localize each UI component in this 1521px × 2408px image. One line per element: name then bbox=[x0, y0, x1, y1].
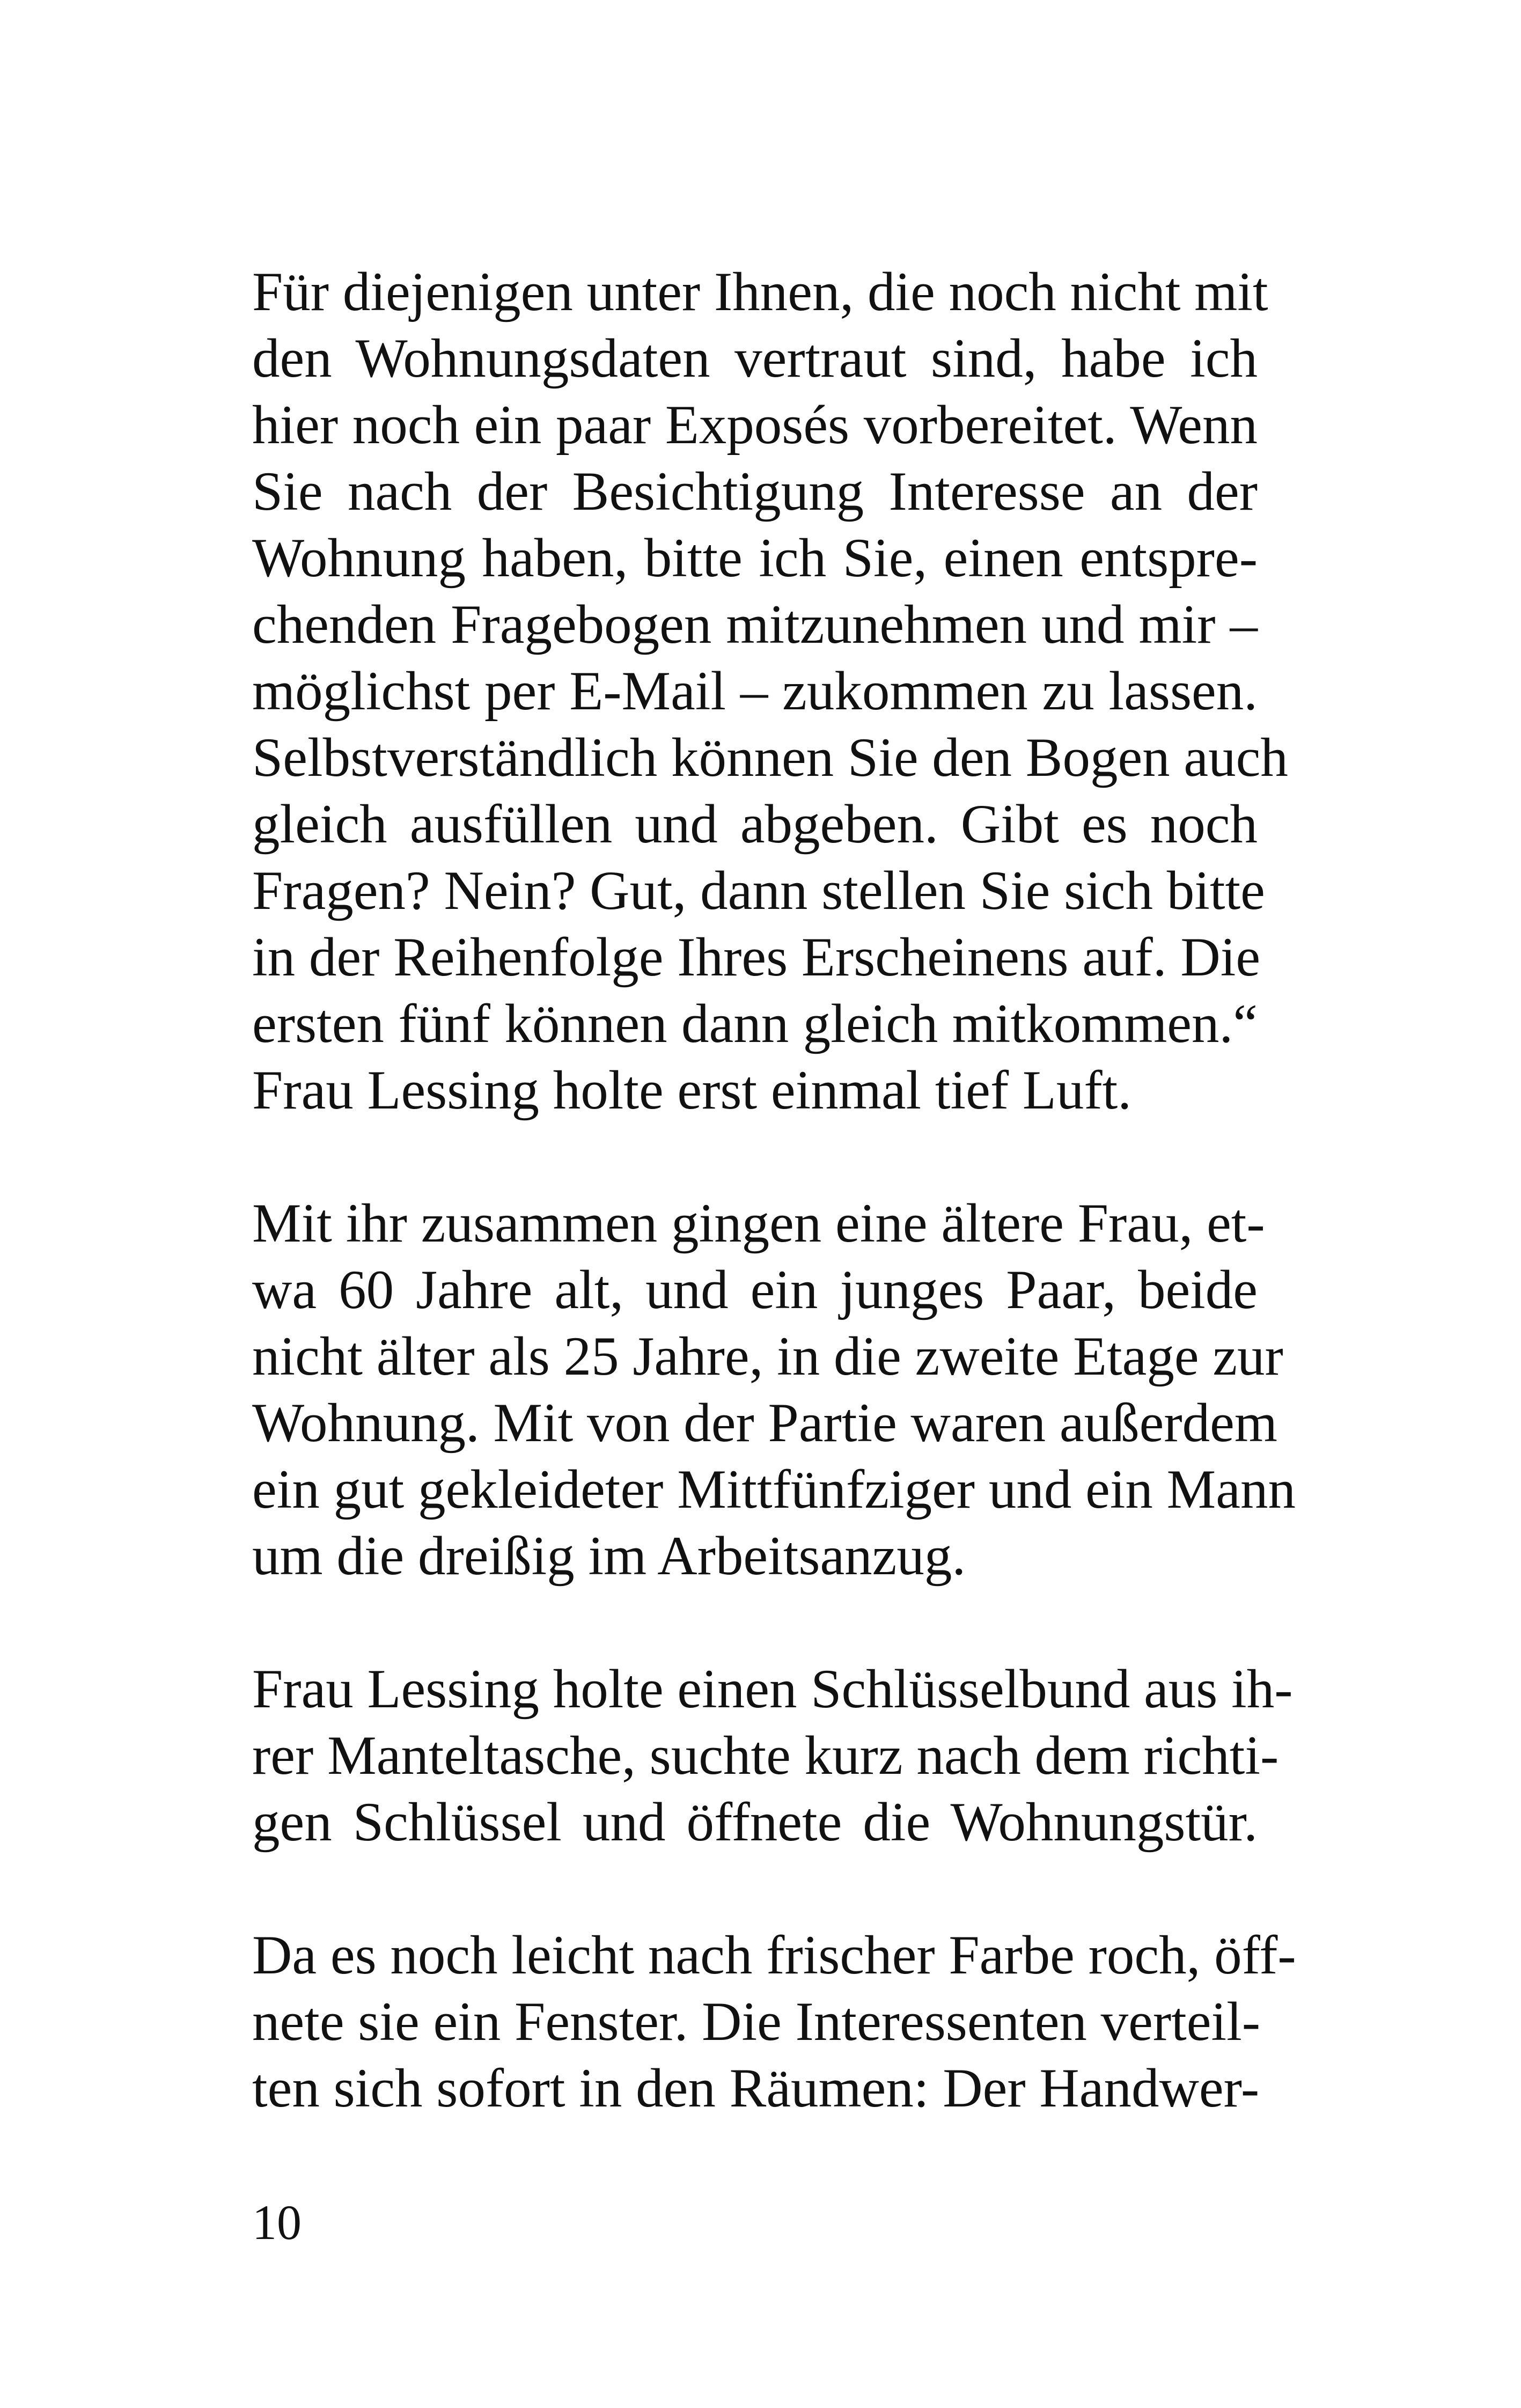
body-text bbox=[252, 259, 1296, 2121]
text-line: Mit ihr zusammen gingen eine ältere Frau, et- bbox=[252, 1193, 1265, 1254]
text-line: ersten fünf können dann gleich mitkommen.“ bbox=[252, 993, 1258, 1054]
text-line: wa 60 Jahre alt, und ein junges Paar, beide bbox=[252, 1259, 1258, 1320]
page-number: 10 bbox=[252, 2195, 302, 2250]
text-line: nete sie ein Fenster. Die Interessenten verteil- bbox=[252, 1991, 1261, 2052]
text-line: gleich ausfüllen und abgeben. Gibt es noch bbox=[252, 794, 1258, 855]
paragraph-1 bbox=[252, 259, 1288, 1124]
text-line: Für diejenigen unter Ihnen, die noch nicht mit bbox=[252, 261, 1268, 322]
text-line: ten sich sofort in den Räumen: Der Handwer- bbox=[252, 2058, 1260, 2119]
text-line: möglichst per E-Mail – zukommen zu lassen. bbox=[252, 660, 1258, 722]
text-line: den Wohnungsdaten vertraut sind, habe ich bbox=[252, 328, 1258, 389]
text-line: Sie nach der Besichtigung Interesse an der bbox=[252, 461, 1258, 522]
paragraph-2 bbox=[252, 1190, 1296, 1589]
text-line: chenden Fragebogen mitzunehmen und mir – bbox=[252, 594, 1258, 655]
text-line: um die dreißig im Arbeitsanzug. bbox=[252, 1525, 966, 1587]
text-line: nicht älter als 25 Jahre, in die zweite Etage zur bbox=[252, 1326, 1283, 1387]
paragraph-4 bbox=[252, 1922, 1296, 2121]
text-line: Fragen? Nein? Gut, dann stellen Sie sich bitte bbox=[252, 860, 1265, 921]
text-line: gen Schlüssel und öffnete die Wohnungstür. bbox=[252, 1792, 1258, 1853]
text-line: Wohnung. Mit von der Partie waren außerdem bbox=[252, 1392, 1277, 1453]
text-line: Wohnung haben, bitte ich Sie, einen entspre- bbox=[252, 527, 1258, 589]
text-line: hier noch ein paar Exposés vorbereitet. Wenn bbox=[252, 394, 1258, 456]
text-line: ein gut gekleideter Mittfünfziger und ein Mann bbox=[252, 1459, 1296, 1520]
text-line: in der Reihenfolge Ihres Erscheinens auf. Die bbox=[252, 927, 1261, 988]
text-line: Frau Lessing holte einen Schlüsselbund aus ih- bbox=[252, 1658, 1293, 1720]
text-line: Da es noch leicht nach frischer Farbe roch, öff- bbox=[252, 1925, 1296, 1986]
text-line: Frau Lessing holte erst einmal tief Luft. bbox=[252, 1060, 1131, 1121]
text-line: rer Manteltasche, suchte kurz nach dem richti- bbox=[252, 1725, 1279, 1786]
paragraph-3 bbox=[252, 1656, 1293, 1855]
text-line: Selbstverständlich können Sie den Bogen auch bbox=[252, 727, 1288, 788]
